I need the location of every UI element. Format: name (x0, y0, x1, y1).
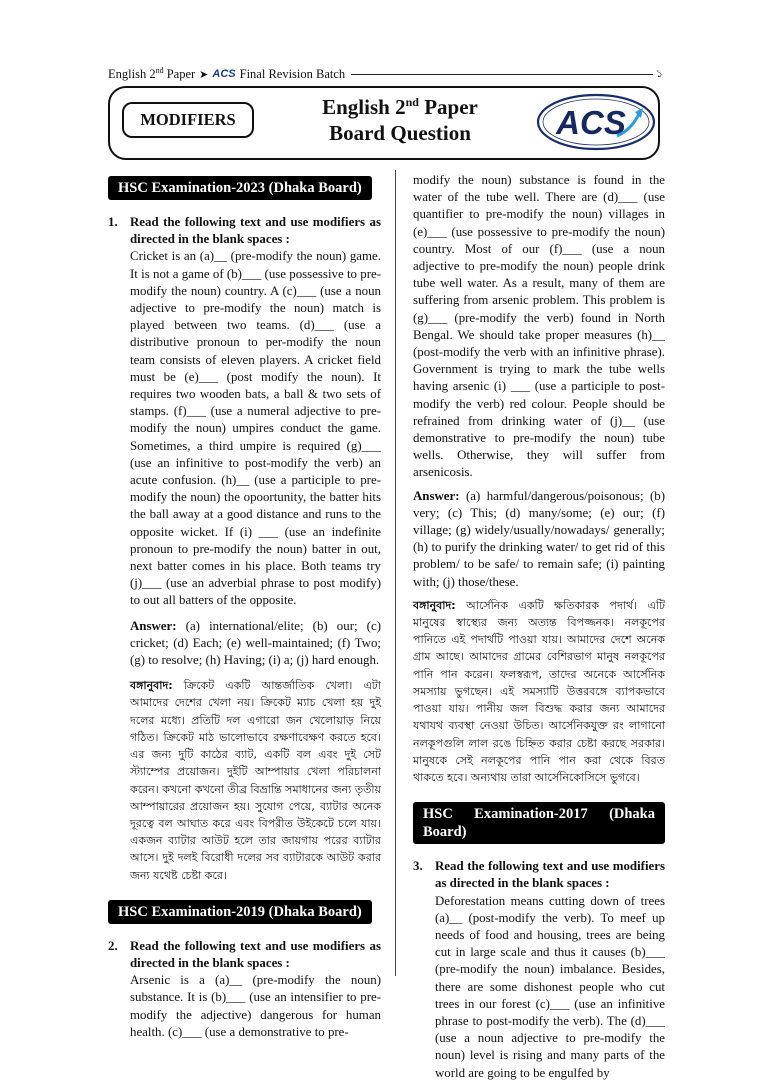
question-number: 3. (413, 859, 423, 874)
running-header-title: English 2nd Paper (108, 65, 196, 82)
translation-1 (130, 677, 381, 883)
translation-text: আর্সেনিক একটি ক্ষতিকারক পদার্থ। এটি মানুষের স্বাস্থ্যের জন্য অত্যন্ত বিপজ্জনক। নলকূপের পানিতে এই পদার্থটি পাওয়া যায়। আমাদের দেশে অনেক গ্রাম আছে। আমাদের গ্রামের বেশিরভাগ মানুষ নলকূপের পানি পান করেন। ফলস্বরূপ, তাদের অনেকে আর্সেনিক সমস্যায় ভুগছেন। এই সমস্যাটি উত্তরবঙ্গে ব্যাপকভাবে পাওয়া যায়। পানীয় জল বিশুদ্ধ করার জন্য আমাদের যথাযথ ব্যবস্থা নেওয়া উচিত। আর্সেনিকযুক্ত রং লাগানো নলকূপগুলি লাল রঙে চিহ্নিত করার চেষ্টা করছে সরকার। মানুষকে সেই নলকূপের পানি পান করা থেকে বিরত থাকতে হবে। অন্যথায় তারা আর্সেনিকোসিসে ভুগবে। (413, 598, 665, 784)
right-column (413, 172, 665, 1090)
chapter-header (108, 86, 660, 160)
page-number: ১ (655, 67, 663, 80)
question-number: 2. (108, 938, 118, 953)
left-column (108, 172, 381, 1049)
running-header (108, 66, 663, 82)
question-text: Arsenic is a (a)__ (pre-modify the noun) substance. It is (b)___ (use an intensifier to pre-modify the adjective) dangerous for human health. (c)___ (use a demonstrative to pre- (130, 973, 381, 1039)
page-title-line2: Board Question (329, 121, 471, 145)
question-number: 1. (108, 215, 118, 229)
page-title-line1: English 2nd Paper (322, 95, 478, 119)
translation-label: বঙ্গানুবাদ: (130, 679, 173, 693)
exam-banner-2023: HSC Examination-2023 (Dhaka Board) (108, 176, 372, 200)
exam-banner-2019: HSC Examination-2019 (Dhaka Board) (108, 900, 372, 924)
acs-logo (535, 92, 657, 152)
translation-text: ক্রিকেট একটি আন্তর্জাতিক খেলা। এটা আমাদের দেশের খেলা নয়। ক্রিকেট ম্যাচ খেলা হয় দুই দলের মধ্যে। প্রতিটি দল এগারো জন খেলোয়াড় নিয়ে গঠিত। ক্রিকেট মাঠ ভালোভাবে রক্ষণাবেক্ষণ করতে হবে। এর জন্য দুটি কাঠের ব্যাট, একটি বল এবং দুই সেট স্ট্যাম্পের প্রয়োজন। দুইটি আম্পায়ার খেলা পরিচালনা করেন। কখনো কখনো তীব্র বিভ্রান্তি সমাধানের জন্য তৃতীয় আম্পায়ারের প্রয়োজন হয়। সুযোগ পেয়ে, ব্যাটার অনেক দূরত্বে বল আঘাত করে এবং বিপরীত উইকেটে চলে যায়। একজন ব্যাটার আউট হলে তার জায়গায় পরের ব্যাটার আসে। দুই দলই বিরোধী দলের সব ব্যাটারকে আউট করার জন্য যথেষ্ট চেষ্টা করে। (130, 679, 381, 882)
batch-name: Final Revision Batch (239, 66, 346, 81)
answer-text: (a) international/elite; (b) our; (c) cricket; (d) Each; (e) well-maintained; (f) Two; (g) to resolve; (h) Having; (i) a; (j) hard enough. (130, 618, 381, 668)
answer-label: Answer: (130, 618, 177, 633)
question-2-continued: modify the noun) substance is found in the water of the tube well. There are (d)___ (use quantifier to pre-modify the noun) villages in (e)___ (use possessive to pre-modify the noun) country. Most of our (f)___ (use a noun adjective to pre-modify the noun) people drink tube well water. As a result, many of them are suffering from arsenic problem. This problem is (g)___ (pre-modify the verb) found in North Bengal. We should take proper measures (h)__ (post-modify the verb with an infinitive phrase). Government is trying to mark the tube wells having arsenic (i) ___ (use a participle to post-modify the verb) red colour. People should be refrained from drinking water of (j)__ (use demonstrative to pre-modify the noun) tube wells. Otherwise, they will suffer from arsenicosis. (413, 173, 665, 480)
page-title (300, 94, 500, 146)
question-2 (108, 938, 381, 1041)
header-rule (351, 74, 653, 75)
answer-1 (130, 618, 381, 670)
chapter-label: MODIFIERS (122, 102, 254, 138)
arrow-icon: ➤ (199, 68, 209, 81)
translation-2 (413, 597, 665, 786)
question-instruction: Read the following text and use modifiers as directed in the blank spaces : (435, 859, 665, 891)
question-instruction: Read the following text and use modifiers as directed in the blank spaces : (130, 215, 381, 247)
question-text: Deforestation means cutting down of trees (a)__ (post-modify the verb). To meef up needs of food and housing, trees are being cut in large scale and thus it causes (b)___ (pre-modify the noun) imbalance. Besides, there are some dishonest people who cut trees in our forest (c)___ (use an infinitive phrase to post-modify the verb). The (d)___ (use a noun adjective to pre-modify the noun) level is rising and many parts of the world are going to be engulfed by (435, 893, 665, 1080)
exam-banner-2017: HSC Examination-2017 (Dhaka Board) (413, 802, 665, 844)
translation-label: বঙ্গানুবাদ: (413, 598, 456, 612)
answer-label: Answer: (413, 488, 460, 503)
answer-2 (413, 488, 665, 591)
column-divider (395, 170, 396, 976)
question-1 (108, 214, 381, 610)
question-instruction: Read the following text and use modifiers as directed in the blank spaces : (130, 938, 381, 970)
question-3 (413, 858, 665, 1082)
answer-text: (a) harmful/dangerous/poisonous; (b) very; (c) This; (d) many/some; (e) our; (f) village; (g) widely/usually/nowadays/ generally; (h) to purify the drinking water/ to get rid of this problem/ to be safe/ to remain safe; (i) painting with; (j) those/these. (413, 488, 665, 589)
acs-mini-logo: ACS (212, 68, 236, 80)
logo-text: ACS (556, 104, 626, 141)
question-text: Cricket is an (a)__ (pre-modify the noun) game. It is not a game of (b)___ (use possessive to pre-modify the noun) country. A (c)___ (use a noun adjective to pre-modify the noun) match is played between two teams. (d)___ (use a distributive pronoun to per-modify the noun team consists of eleven players. A cricket field must be (e)___ (post modify the noun). It requires two wooden bats, a ball & two sets of stamps. (f)___ (use a numeral adjective to pre-modify the noun) umpires conduct the game. Sometimes, a third umpire is required (g)___ (use an infinitive to post-modify the verb) an acute confusion. (h)__ (use a participle to pre-modify the noun) the opoortunity, the batter hits the ball away at a good distance and runs to the opposite wicket. If (i) ___ (use an indefinite pronoun to pre-modify the noun) batter in out, next batter comes in his place. Both teams try (j)___ (use an adverbial phrase to post modify) to out all batters of the opposite. (130, 249, 381, 608)
